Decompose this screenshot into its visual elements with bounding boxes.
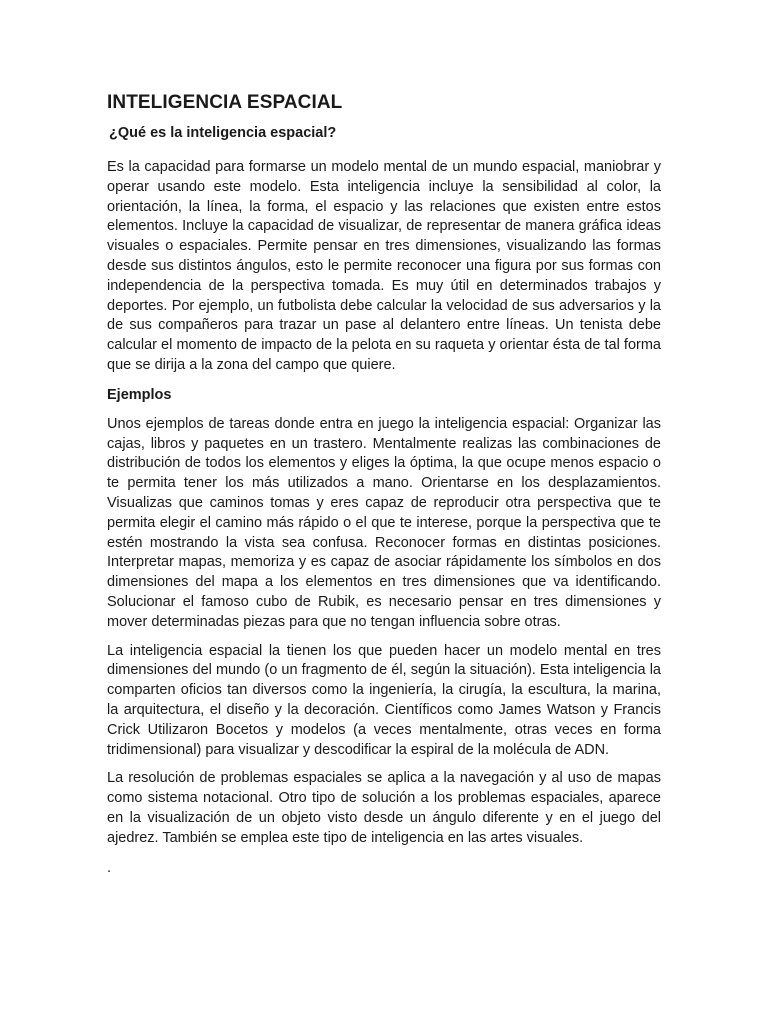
examples-paragraph: Unos ejemplos de tareas donde entra en juego la inteligencia espacial: Organizar las cajas, libros y paquetes en un trastero. Mentalmente realizas las combinaciones de distribución de todos los elementos y eliges la óptima, la que ocupe menos espacio o te permita tener los más utilizados a mano. Orientarse en los desplazamientos. Visualizas que caminos tomas y eres capaz de reproducir otra perspectiva que te permita elegir el camino más rápido o el que te interese, porque la perspectiva que te estén mostrando la vista sea confusa. Reconocer formas en distintas posiciones. Interpretar mapas, memoriza y es capaz de asociar rápidamente los símbolos en dos dimensiones del mapa a los elementos en tres dimensiones que va identificando. Solucionar el famoso cubo de Rubik, es necesario pensar en tres dimensiones y mover determinadas piezas para que no tengan influencia sobre otras. [107,415,661,630]
intro-paragraph: Es la capacidad para formarse un modelo mental de un mundo espacial, maniobrar y operar usando este modelo. Esta inteligencia incluye la sensibilidad al color, la orientación, la línea, la forma, el espacio y las relaciones que existen entre estos elementos. Incluye la capacidad de visualizar, de representar de manera gráfica ideas visuales o espaciales. Permite pensar en tres dimensiones, visualizando las formas desde sus distintos ángulos, esto le permite reconocer una figura por sus formas con independencia de la perspectiva tomada. Es muy útil en determinados trabajos y deportes. Por ejemplo, un futbolista debe calcular la velocidad de sus adversarios y la de sus compañeros para trazar un pase al delantero entre líneas. Un tenista debe calcular el momento de impacto de la pelota en su raqueta y orientar ésta de tal forma que se dirija a la zona del campo que quiere. [107,159,661,373]
problems-paragraph: La resolución de problemas espaciales se aplica a la navegación y al uso de mapas como sistema notacional. Otro tipo de solución a los problemas espaciales, aparece en la visualización de un objeto visto desde un ángulo diferente y en el juego del ajedrez. También se emplea este tipo de inteligencia en las artes visuales. [107,770,661,846]
section-heading-what-is: ¿Qué es la inteligencia espacial? [109,125,337,141]
professions-paragraph: La inteligencia espacial la tienen los que pueden hacer un modelo mental en tres dimensiones del mundo (o un fragmento de él, según la situación). Esta inteligencia la comparten oficios tan diversos como la ingeniería, la cirugía, la escultura, la marina, la arquitectura, el diseño y la decoración. Científicos como James Watson y Francis Crick Utilizaron Bocetos y modelos (a veces mentalmente, otras veces en forma tridimensional) para visualizar y descodificar la espiral de la molécula de ADN. [107,642,661,758]
section-heading-examples: Ejemplos [107,386,172,403]
document-page [107,91,661,878]
document-title: INTELIGENCIA ESPACIAL [107,92,343,113]
trailing-mark: . [107,859,112,876]
